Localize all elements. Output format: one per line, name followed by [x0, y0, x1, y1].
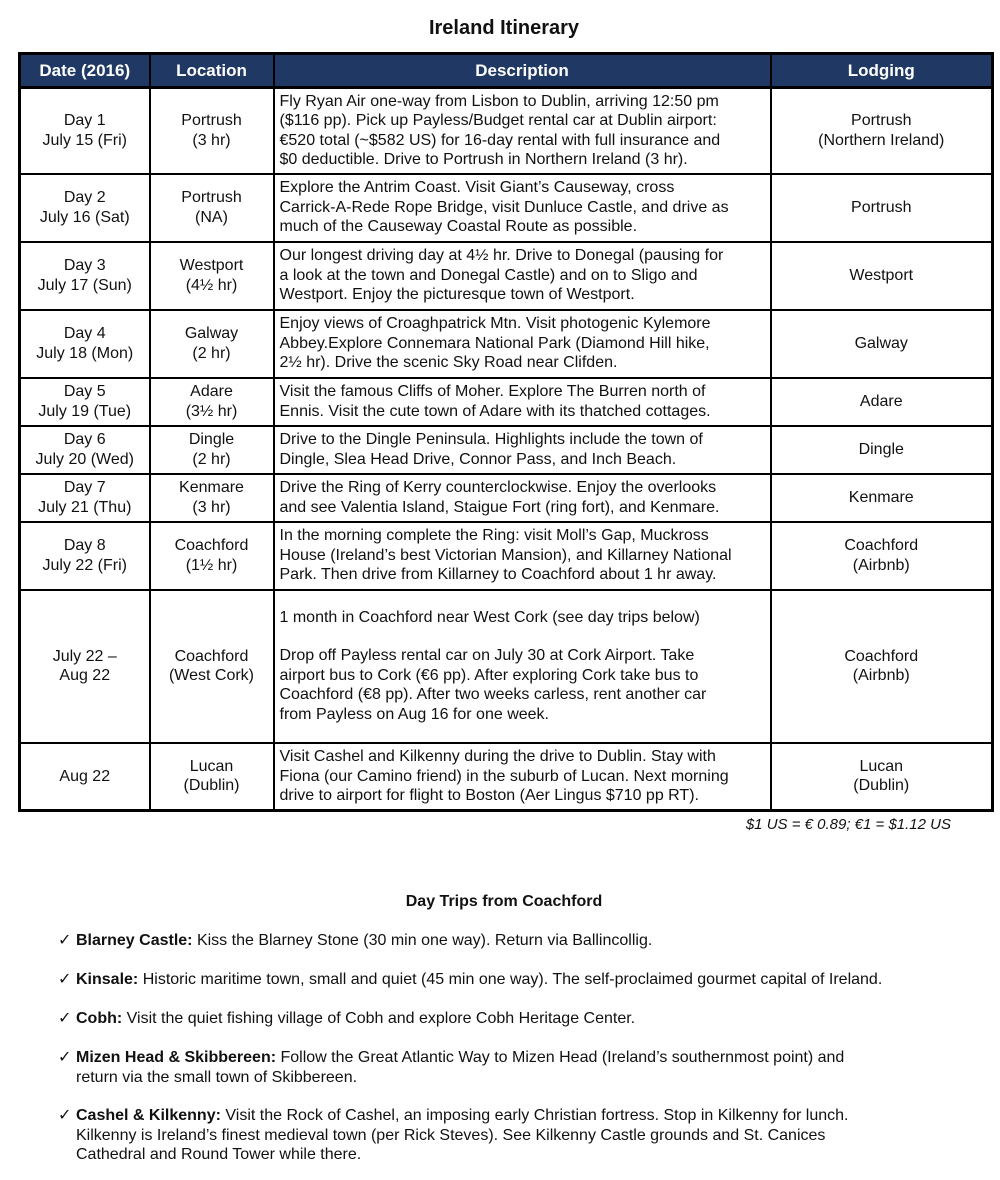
- table-row: [20, 743, 993, 811]
- lodging-cell: [771, 310, 993, 378]
- location-line: (3 hr): [192, 498, 231, 516]
- description-line: In the morning complete the Ring: visit Moll’s Gap, Muckross: [279, 527, 709, 545]
- date-cell: [20, 426, 150, 474]
- lodging-cell: [771, 88, 993, 174]
- check-mark-icon: ✓: [58, 971, 72, 988]
- date-line: Day 6: [63, 431, 106, 448]
- date-cell: [20, 310, 150, 378]
- description-line: Our longest driving day at 4½ hr. Drive to Donegal (pausing for: [279, 247, 724, 265]
- day-trip-text: [76, 970, 958, 990]
- description-line: Explore the Antrim Coast. Visit Giant’s Causeway, cross: [279, 179, 675, 197]
- lodging-line: Westport: [849, 266, 914, 284]
- date-line: July 15 (Fri): [42, 131, 127, 149]
- lodging-line: Galway: [854, 334, 908, 352]
- location-cell: [150, 174, 274, 242]
- day-trip-name: Mizen Head & Skibbereen:: [76, 1049, 277, 1066]
- location-line: (3 hr): [192, 131, 231, 149]
- day-trip-text: [76, 1009, 958, 1029]
- description-line: ($116 pp). Pick up Payless/Budget rental car at Dublin airport:: [279, 112, 717, 130]
- description-cell: [274, 426, 771, 474]
- description-cell: [274, 88, 771, 174]
- header-location: Location: [150, 54, 274, 88]
- day-trip-item: [58, 1106, 958, 1165]
- date-cell: [20, 522, 150, 590]
- day-trip-text: [76, 931, 958, 951]
- day-trip-description: Visit the Rock of Cashel, an imposing early Christian fortress. Stop in Kilkenny for lunch.: [225, 1107, 849, 1124]
- description-line: a look at the town and Donegal Castle) and on to Sligo and: [279, 266, 698, 284]
- date-cell: [20, 743, 150, 811]
- table-row: [20, 174, 993, 242]
- location-line: Dingle: [188, 431, 235, 448]
- date-line: July 18 (Mon): [36, 344, 134, 362]
- date-cell: [20, 174, 150, 242]
- description-line: House (Ireland’s best Victorian Mansion), and Killarney National: [279, 546, 732, 564]
- date-line: July 22 –: [52, 647, 117, 665]
- date-cell: [20, 474, 150, 522]
- description-cell: [274, 474, 771, 522]
- location-line: Westport: [179, 257, 244, 274]
- lodging-cell: [771, 242, 993, 310]
- header-description: Description: [274, 54, 771, 88]
- location-line: (4½ hr): [185, 276, 238, 294]
- location-line: Adare: [190, 383, 233, 400]
- location-cell: [150, 522, 274, 590]
- date-line: Day 4: [63, 325, 106, 342]
- date-line: July 21 (Thu): [38, 498, 132, 516]
- date-line: Day 2: [63, 189, 106, 206]
- description-line: $0 deductible. Drive to Portrush in Northern Ireland (3 hr).: [279, 151, 688, 169]
- day-trip-line: [76, 970, 958, 990]
- day-trip-description: Cathedral and Round Tower while there.: [76, 1146, 362, 1163]
- description-line: Visit Cashel and Kilkenny during the drive to Dublin. Stay with: [279, 748, 716, 765]
- day-trip-text: [76, 1106, 958, 1165]
- lodging-cell: [771, 743, 993, 811]
- description-line: Ennis. Visit the cute town of Adare with its thatched cottages.: [279, 402, 711, 420]
- lodging-line: Kenmare: [848, 488, 914, 506]
- day-trip-item: [58, 970, 958, 990]
- day-trip-name: Kinsale:: [76, 971, 139, 988]
- location-cell: [150, 88, 274, 174]
- description-line: 2½ hr). Drive the scenic Sky Road near Clifden.: [279, 354, 618, 372]
- day-trip-line: [76, 1106, 958, 1126]
- day-trip-name: Cobh:: [76, 1010, 123, 1027]
- lodging-line: Lucan: [859, 757, 904, 775]
- day-trip-line: [76, 931, 958, 951]
- day-trip-item: [58, 1009, 958, 1029]
- location-line: Lucan: [189, 757, 234, 775]
- lodging-line: (Airbnb): [852, 556, 910, 574]
- location-cell: [150, 474, 274, 522]
- table-row: [20, 310, 993, 378]
- location-line: (2 hr): [192, 450, 231, 468]
- exchange-rate-note: $1 US = € 0.89; €1 = $1.12 US: [745, 816, 951, 833]
- table-row: [20, 378, 993, 426]
- location-line: (1½ hr): [185, 556, 238, 574]
- lodging-cell: [771, 590, 993, 743]
- day-trip-description: Visit the quiet fishing village of Cobh and explore Cobh Heritage Center.: [126, 1010, 636, 1027]
- lodging-line: (Dublin): [853, 777, 910, 795]
- description-line: Westport. Enjoy the picturesque town of Westport.: [279, 286, 635, 304]
- location-cell: [150, 242, 274, 310]
- location-line: (2 hr): [192, 344, 231, 362]
- check-mark-icon: ✓: [58, 1049, 72, 1066]
- lodging-line: Coachford: [844, 647, 919, 665]
- location-line: Coachford: [174, 537, 249, 554]
- day-trip-description: Follow the Great Atlantic Way to Mizen Head (Ireland’s southernmost point) and: [280, 1049, 845, 1066]
- date-line: Aug 22: [59, 667, 111, 684]
- table-row: [20, 88, 993, 174]
- lodging-line: Portrush: [851, 198, 912, 216]
- description-line: €520 total (~$582 US) for 16-day rental with full insurance and: [279, 131, 721, 149]
- header-date: Date (2016): [20, 54, 150, 88]
- date-cell: [20, 590, 150, 743]
- lodging-line: (Airbnb): [852, 667, 910, 684]
- location-cell: [150, 743, 274, 811]
- table-header-row: [20, 54, 993, 88]
- table-row: [20, 426, 993, 474]
- location-line: Kenmare: [179, 479, 244, 496]
- day-trip-description: return via the small town of Skibbereen.: [76, 1068, 358, 1086]
- description-cell: [274, 242, 771, 310]
- table-row: [20, 242, 993, 310]
- lodging-cell: [771, 474, 993, 522]
- description-line: and see Valentia Island, Staigue Fort (ring fort), and Kenmare.: [279, 498, 720, 516]
- day-trips-title: Day Trips from Coachford: [405, 893, 603, 910]
- lodging-cell: [771, 522, 993, 590]
- table-row: [20, 590, 993, 743]
- date-line: Day 5: [63, 383, 106, 400]
- description-line: Visit the famous Cliffs of Moher. Explore The Burren north of: [279, 383, 706, 400]
- description-line: Fiona (our Camino friend) in the suburb of Lucan. Next morning: [279, 767, 729, 785]
- header-lodging: Lodging: [771, 54, 993, 88]
- description-line: airport bus to Cork (€6 pp). After exploring Cork take bus to: [279, 666, 699, 684]
- day-trip-line: [76, 1048, 958, 1068]
- location-line: (3½ hr): [185, 402, 238, 420]
- description-line: Drive to the Dingle Peninsula. Highlights include the town of: [279, 431, 703, 448]
- day-trip-line: [76, 1145, 958, 1165]
- description-line: Drive the Ring of Kerry counterclockwise. Enjoy the overlooks: [279, 479, 717, 496]
- description-line: Abbey.Explore Connemara National Park (Diamond Hill hike,: [279, 334, 710, 352]
- description-line: [280, 627, 767, 646]
- lodging-cell: [771, 378, 993, 426]
- day-trip-name: Cashel & Kilkenny:: [76, 1107, 221, 1124]
- lodging-cell: [771, 174, 993, 242]
- date-line: Day 3: [63, 257, 106, 274]
- lodging-line: Portrush: [851, 112, 912, 130]
- lodging-cell: [771, 426, 993, 474]
- description-cell: [274, 590, 771, 743]
- document-title: Ireland Itinerary: [428, 17, 580, 39]
- date-line: July 16 (Sat): [39, 208, 130, 226]
- description-cell: [274, 174, 771, 242]
- location-line: Portrush: [181, 112, 242, 130]
- lodging-line: Adare: [859, 392, 903, 410]
- lodging-line: Dingle: [858, 440, 904, 458]
- location-line: (Dublin): [183, 777, 240, 795]
- description-line: much of the Causeway Coastal Route as possible.: [279, 218, 638, 236]
- description-line: Fly Ryan Air one-way from Lisbon to Dublin, arriving 12:50 pm: [279, 92, 719, 110]
- location-cell: [150, 590, 274, 743]
- table-row: [20, 474, 993, 522]
- date-line: July 19 (Tue): [38, 402, 132, 420]
- description-cell: [274, 378, 771, 426]
- date-line: Day 7: [63, 479, 106, 496]
- description-line: Carrick-A-Rede Rope Bridge, visit Dunluce Castle, and drive as: [279, 198, 729, 216]
- description-line: Enjoy views of Croaghpatrick Mtn. Visit photogenic Kylemore: [279, 315, 711, 333]
- day-trip-text: [76, 1048, 958, 1087]
- table-row: [20, 522, 993, 590]
- date-cell: [20, 88, 150, 174]
- description-line: drive to airport for flight to Boston (Aer Lingus $710 pp RT).: [279, 787, 699, 804]
- itinerary-table: [18, 52, 994, 812]
- day-trip-line: [76, 1009, 958, 1029]
- date-line: Day 8: [63, 537, 106, 554]
- day-trip-description: Historic maritime town, small and quiet (45 min one way). The self-proclaimed gourmet capital of Ireland.: [142, 971, 883, 988]
- lodging-line: Coachford: [844, 537, 919, 554]
- day-trip-item: [58, 1048, 958, 1087]
- location-line: (West Cork): [168, 667, 255, 684]
- date-line: Aug 22: [59, 767, 111, 785]
- check-mark-icon: ✓: [58, 1107, 72, 1124]
- description-line: Park. Then drive from Killarney to Coachford about 1 hr away.: [279, 566, 717, 584]
- description-cell: [274, 522, 771, 590]
- lodging-line: (Northern Ireland): [818, 131, 945, 149]
- description-cell: [274, 743, 771, 811]
- location-cell: [150, 426, 274, 474]
- location-line: Portrush: [181, 189, 242, 206]
- date-cell: [20, 242, 150, 310]
- description-line: Dingle, Slea Head Drive, Connor Pass, and Inch Beach.: [279, 450, 677, 468]
- description-line: 1 month in Coachford near West Cork (see day trips below): [279, 608, 700, 626]
- description-line: Drop off Payless rental car on July 30 at Cork Airport. Take: [279, 647, 695, 665]
- day-trip-description: Kiss the Blarney Stone (30 min one way). Return via Ballincollig.: [196, 932, 653, 949]
- description-line: from Payless on Aug 16 for one week.: [279, 705, 549, 723]
- day-trip-item: [58, 931, 958, 951]
- itinerary-body: [20, 88, 993, 811]
- day-trip-name: Blarney Castle:: [76, 932, 193, 949]
- location-line: Coachford: [174, 647, 249, 665]
- description-line: Coachford (€8 pp). After two weeks carless, rent another car: [279, 686, 707, 704]
- description-cell: [274, 310, 771, 378]
- location-line: (NA): [195, 208, 228, 226]
- location-cell: [150, 310, 274, 378]
- date-line: July 20 (Wed): [35, 450, 134, 468]
- location-line: Galway: [184, 325, 239, 342]
- day-trip-line: [76, 1068, 958, 1088]
- check-mark-icon: ✓: [58, 932, 72, 949]
- date-line: July 17 (Sun): [37, 276, 132, 294]
- location-cell: [150, 378, 274, 426]
- date-line: Day 1: [63, 112, 106, 130]
- day-trip-description: Kilkenny is Ireland’s finest medieval town (per Rick Steves). See Kilkenny Castle grounds and St. Canices: [76, 1126, 826, 1144]
- date-cell: [20, 378, 150, 426]
- day-trip-line: [76, 1126, 958, 1146]
- date-line: July 22 (Fri): [42, 556, 127, 574]
- check-mark-icon: ✓: [58, 1010, 72, 1027]
